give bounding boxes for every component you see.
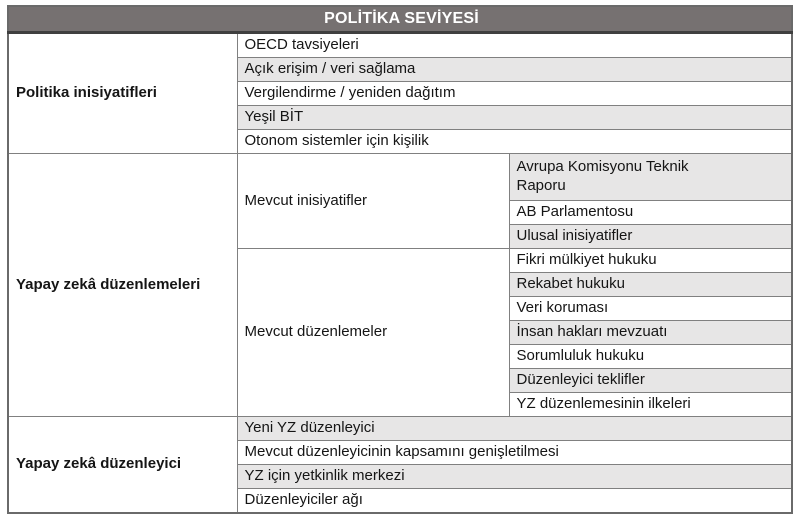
- item-cell: OECD tavsiyeleri: [237, 33, 792, 58]
- item-cell: AB Parlamentosu: [509, 201, 792, 225]
- item-cell: Yeşil BİT: [237, 106, 792, 130]
- item-cell: Açık erişim / veri sağlama: [237, 58, 792, 82]
- item-cell: YZ için yetkinlik merkezi: [237, 465, 792, 489]
- item-text: Avrupa Komisyonu Teknik Raporu: [516, 158, 689, 194]
- item-cell: Düzenleyici teklifler: [509, 369, 792, 393]
- table-header: POLİTİKA SEVİYESİ: [8, 6, 792, 33]
- section-label-politika-inisiyatifleri: Politika inisiyatifleri: [8, 33, 237, 154]
- item-cell: Rekabet hukuku: [509, 273, 792, 297]
- item-cell: Ulusal inisiyatifler: [509, 225, 792, 249]
- section-label-yapay-zeka-duzenleyici: Yapay zekâ düzenleyici: [8, 417, 237, 514]
- item-cell: Yeni YZ düzenleyici: [237, 417, 792, 441]
- item-cell: Fikri mülkiyet hukuku: [509, 249, 792, 273]
- item-cell: Veri koruması: [509, 297, 792, 321]
- group-label-mevcut-inisiyatifler: Mevcut inisiyatifler: [237, 154, 509, 249]
- item-cell: Sorumluluk hukuku: [509, 345, 792, 369]
- item-cell: Mevcut düzenleyicinin kapsamını genişletilmesi: [237, 441, 792, 465]
- item-cell: [509, 154, 792, 201]
- item-cell: Vergilendirme / yeniden dağıtım: [237, 82, 792, 106]
- item-cell: YZ düzenlemesinin ilkeleri: [509, 393, 792, 417]
- item-cell: Düzenleyiciler ağı: [237, 489, 792, 514]
- item-cell: İnsan hakları mevzuatı: [509, 321, 792, 345]
- group-label-mevcut-duzenlemeler: Mevcut düzenlemeler: [237, 249, 509, 417]
- item-cell: Otonom sistemler için kişilik: [237, 130, 792, 154]
- policy-level-table: [7, 5, 793, 514]
- section-label-yapay-zeka-duzenlemeleri: Yapay zekâ düzenlemeleri: [8, 154, 237, 417]
